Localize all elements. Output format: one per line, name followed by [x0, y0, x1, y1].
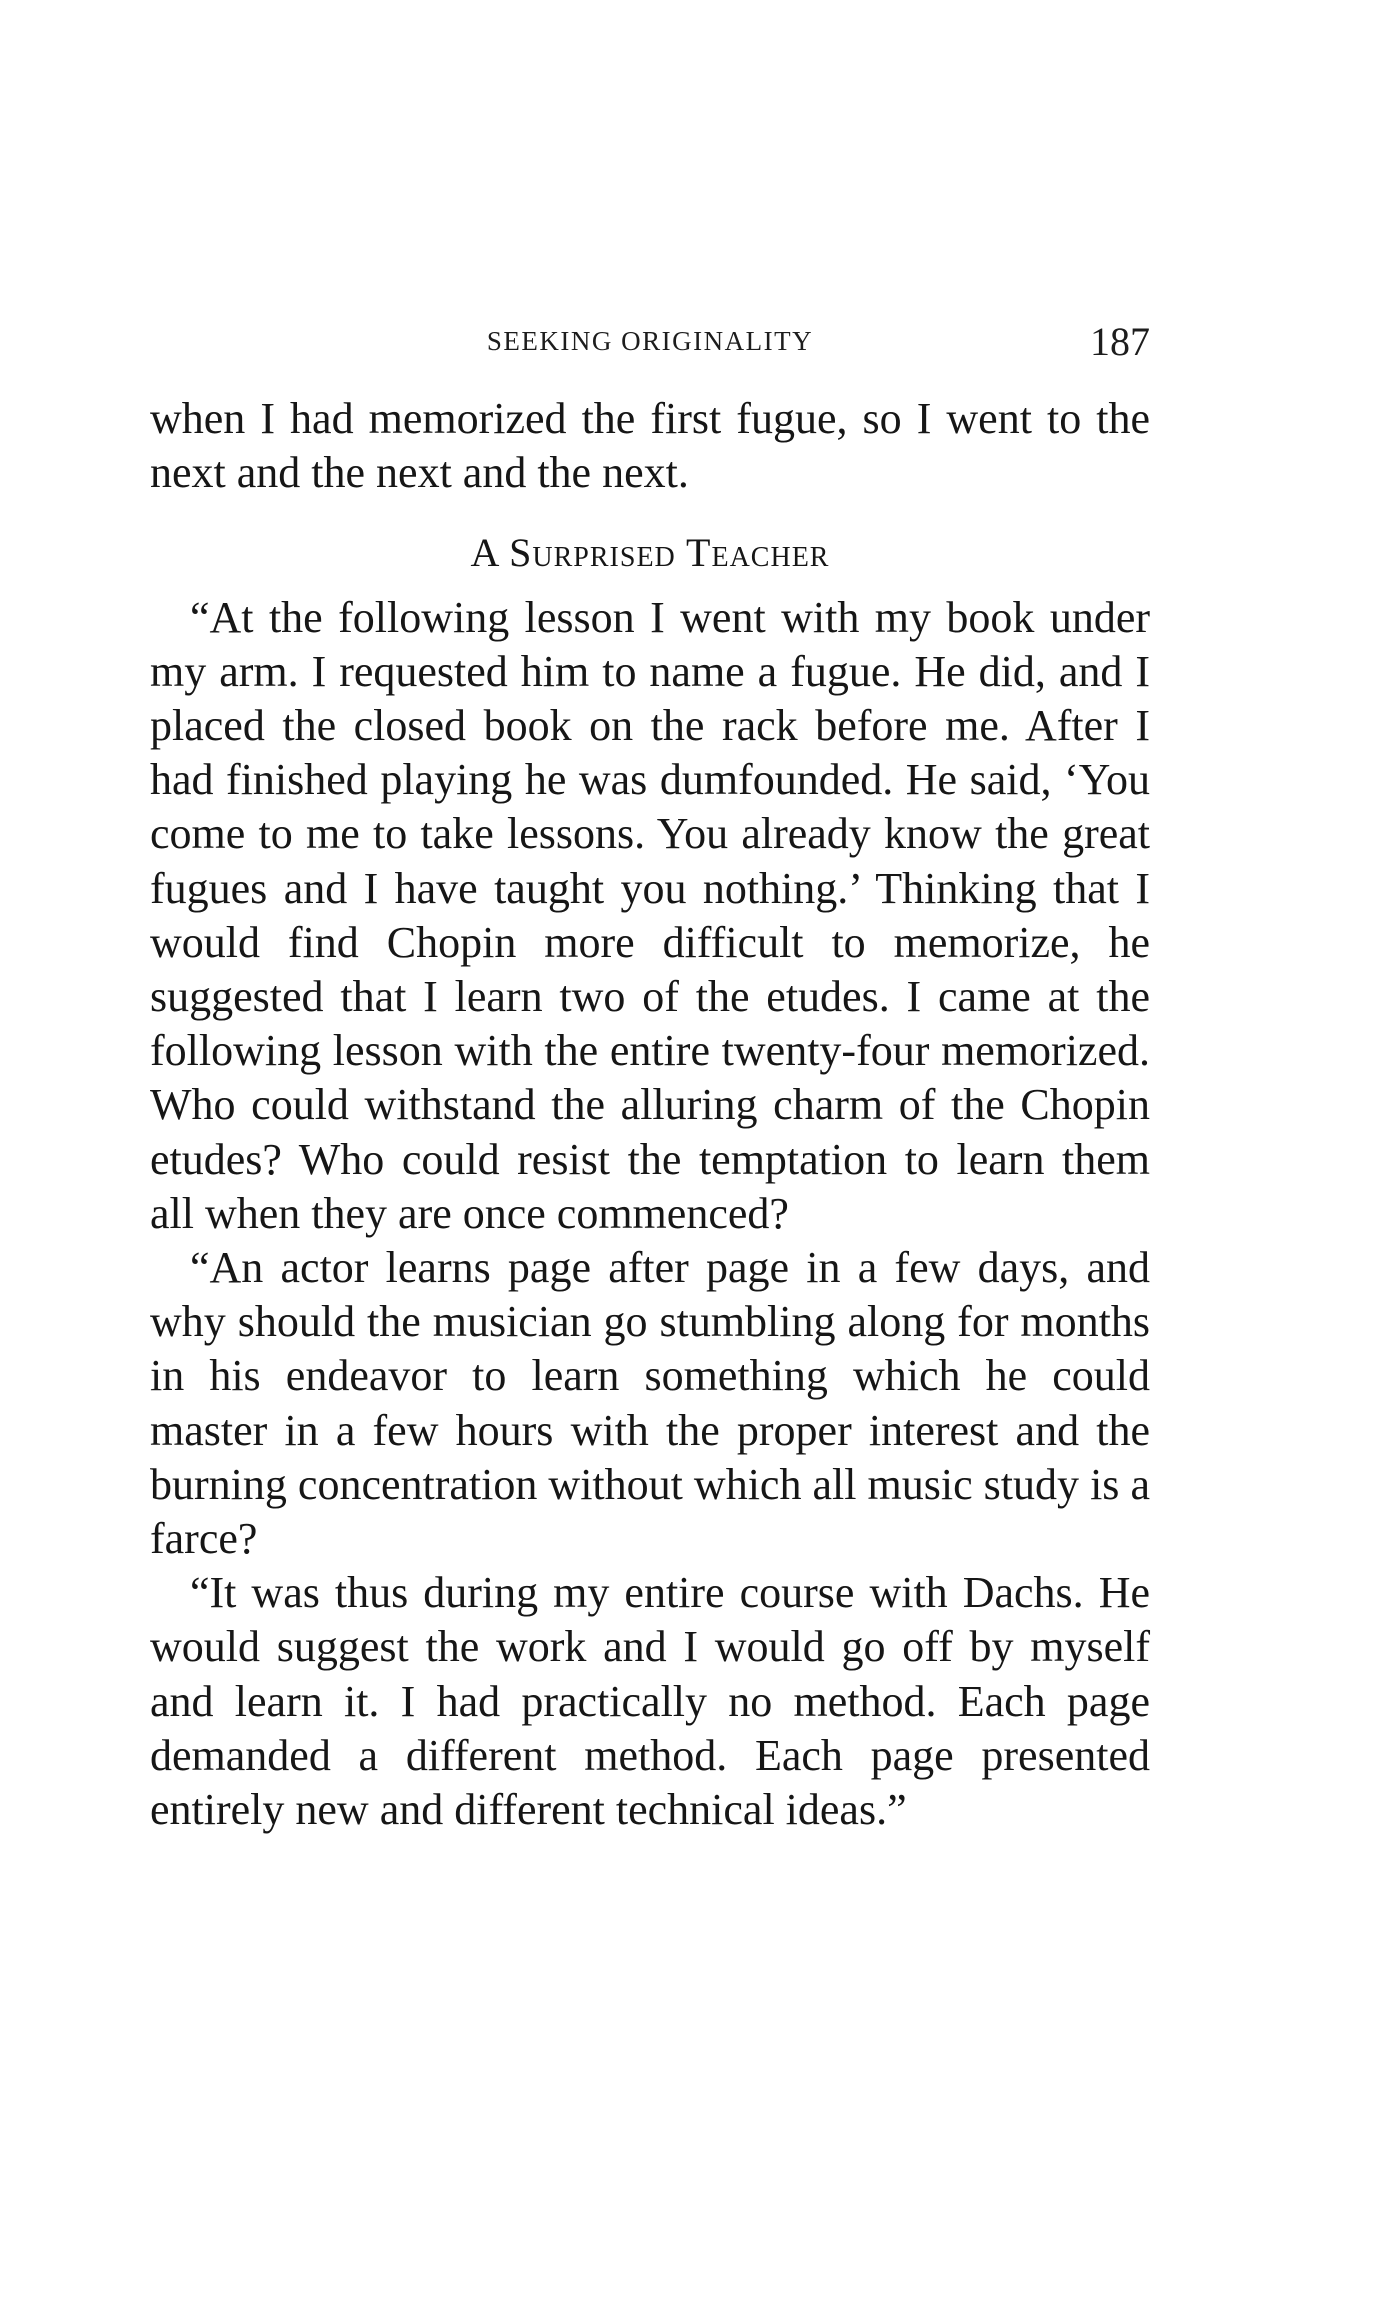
- paragraph: “It was thus during my entire course with Dachs. He would suggest the work and I would go off by myself and learn it. I had practically no method. Each page demanded a different method. Each page presented entirely new and different technical ideas.”: [150, 1568, 1150, 1835]
- paragraph: “An actor learns page after page in a few days, and why should the musician go stumbling along for months in his endeavor to learn something which he could master in a few hours with the proper interest and the burning concentration without which all music study is a farce?: [150, 1243, 1150, 1564]
- continuation-paragraph: when I had memorized the first fugue, so I went to the next and the next and the next.: [150, 394, 1150, 498]
- running-title: SEEKING ORIGINALITY: [486, 326, 814, 356]
- section-heading: A Surprised Teacher: [470, 530, 830, 576]
- paragraph: “At the following lesson I went with my book under my arm. I requested him to name a fugue. He did, and I placed the closed book on the rack before me. After I had finished playing he was dumfounded. He said, ‘You come to me to take lessons. You already know the great fugues and I have taught you nothing.’ Thinking that I would find Chopin more difficult to memorize, he suggested that I learn two of the etudes. I came at the following lesson with the entire twenty-four memorized. Who could withstand the alluring charm of the Chopin etudes? Who could resist the temptation to learn them all when they are once commenced?: [150, 592, 1150, 1238]
- running-head: [150, 318, 1150, 366]
- body-text: [150, 392, 1150, 1837]
- page-number: 187: [1090, 319, 1150, 364]
